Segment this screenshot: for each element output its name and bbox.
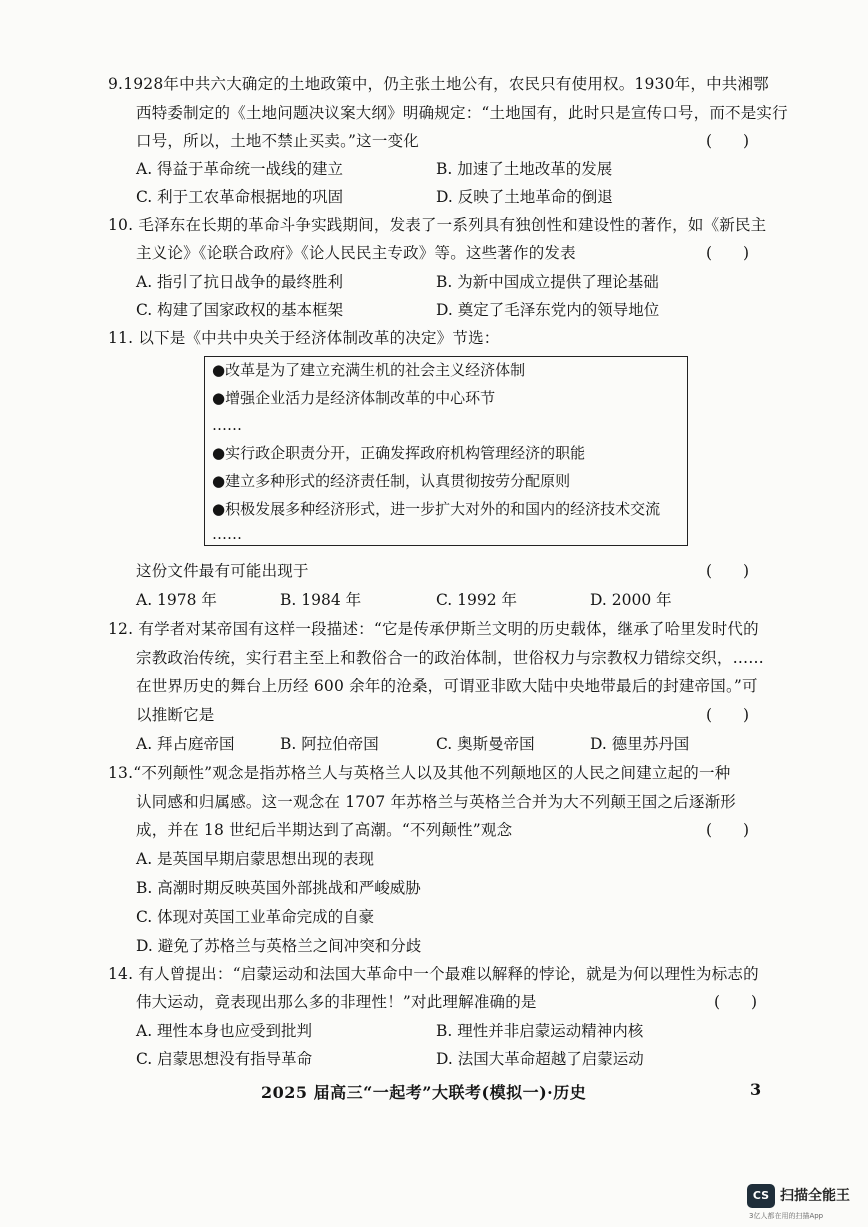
- question-12-line-1: 12. 有学者对某帝国有这样一段描述：“它是传承伊斯兰文明的历史载体，继承了哈里发时代的: [108, 620, 759, 638]
- question-11-stem: 这份文件最有可能出现于: [136, 562, 309, 580]
- excerpt-line-5: ●积极发展多种经济形式，进一步扩大对外的和国内的经济技术交流: [212, 500, 661, 518]
- watermark-tagline: 3亿人都在用的扫描App: [749, 1212, 824, 1220]
- exam-footer-title: 2025 届高三“一起考”大联考(模拟一)·历史: [261, 1083, 587, 1102]
- question-10-line-2: 主义论》《论联合政府》《论人民民主专政》等。这些著作的发表: [136, 244, 576, 262]
- question-11-intro: 11. 以下是《中共中央关于经济体制改革的决定》节选：: [108, 329, 500, 347]
- option-b: B. 阿拉伯帝国: [280, 735, 379, 753]
- question-12-line-3: 在世界历史的舞台上历经 600 余年的沧桑，可谓亚非欧大陆中央地带最后的封建帝国。”可: [136, 677, 758, 695]
- question-12-line-4: 以推断它是: [136, 706, 215, 724]
- option-c: C. 启蒙思想没有指导革命: [136, 1050, 313, 1068]
- question-12-line-2: 宗教政治传统，实行君主至上和教俗合一的政治体制，世俗权力与宗教权力错综交织，……: [136, 649, 765, 667]
- camscanner-logo-icon: CS: [747, 1184, 775, 1208]
- option-d: D. 避免了苏格兰与英格兰之间冲突和分歧: [136, 937, 422, 955]
- option-b: B. 加速了土地改革的发展: [436, 160, 613, 178]
- question-13-line-2: 认同感和归属感。这一观念在 1707 年苏格兰与英格兰合并为大不列颠王国之后逐渐形: [136, 793, 737, 811]
- option-a: A. 得益于革命统一战线的建立: [136, 160, 344, 178]
- excerpt-line-3: ●实行政企职责分开，正确发挥政府机构管理经济的职能: [212, 444, 586, 462]
- question-14-line-2: 伟大运动，竟表现出那么多的非理性！”对此理解准确的是: [136, 993, 537, 1011]
- scanner-watermark: [747, 1180, 857, 1224]
- watermark-app-name: 扫描全能王: [780, 1188, 850, 1204]
- option-a: A. 拜占庭帝国: [136, 735, 235, 753]
- option-a: A. 指引了抗日战争的最终胜利: [136, 273, 344, 291]
- option-b: B. 高潮时期反映英国外部挑战和严峻威胁: [136, 879, 421, 897]
- option-c: C. 体现对英国工业革命完成的自豪: [136, 908, 375, 926]
- option-b: B. 1984 年: [280, 591, 362, 609]
- option-a: A. 是英国早期启蒙思想出现的表现: [136, 850, 375, 868]
- option-d: D. 2000 年: [590, 591, 672, 609]
- question-9-line-3: 口号，所以，土地不禁止买卖。”这一变化: [136, 132, 419, 150]
- answer-bracket: ( ): [706, 562, 750, 580]
- excerpt-ellipsis-2: ……: [212, 525, 242, 543]
- answer-bracket: ( ): [706, 132, 750, 150]
- answer-bracket: ( ): [706, 821, 750, 839]
- question-14-line-1: 14. 有人曾提出：“启蒙运动和法国大革命中一个最难以解释的悖论，就是为何以理性为标志的: [108, 965, 759, 983]
- answer-bracket: ( ): [706, 244, 750, 262]
- option-d: D. 法国大革命超越了启蒙运动: [436, 1050, 644, 1068]
- excerpt-ellipsis-1: ……: [212, 416, 242, 434]
- option-a: A. 理性本身也应受到批判: [136, 1022, 313, 1040]
- excerpt-line-1: ●改革是为了建立充满生机的社会主义经济体制: [212, 361, 526, 379]
- question-9-line-2: 西特委制定的《土地问题决议案大纲》明确规定：“土地国有，此时只是宣传口号，而不是实行: [136, 104, 788, 122]
- excerpt-line-4: ●建立多种形式的经济责任制，认真贯彻按劳分配原则: [212, 472, 571, 490]
- question-13-line-1: 13.“不列颠性”观念是指苏格兰人与英格兰人以及其他不列颠地区的人民之间建立起的一种: [108, 764, 731, 782]
- answer-bracket: ( ): [706, 706, 750, 724]
- option-a: A. 1978 年: [136, 591, 217, 609]
- option-d: D. 奠定了毛泽东党内的领导地位: [436, 301, 660, 319]
- question-9-line-1: 9.1928年中共六大确定的土地政策中，仍主张土地公有，农民只有使用权。1930年，中共湘鄂: [108, 75, 769, 93]
- option-c: C. 1992 年: [436, 591, 518, 609]
- option-d: D. 德里苏丹国: [590, 735, 690, 753]
- page-number: 3: [750, 1080, 762, 1099]
- option-b: B. 为新中国成立提供了理论基础: [436, 273, 659, 291]
- option-c: C. 构建了国家政权的基本框架: [136, 301, 344, 319]
- excerpt-line-2: ●增强企业活力是经济体制改革的中心环节: [212, 389, 496, 407]
- option-d: D. 反映了土地革命的倒退: [436, 188, 613, 206]
- question-10-line-1: 10. 毛泽东在长期的革命斗争实践期间，发表了一系列具有独创性和建设性的著作，如《新民主: [108, 216, 767, 234]
- option-c: C. 利于工农革命根据地的巩固: [136, 188, 344, 206]
- answer-bracket: ( ): [714, 993, 758, 1011]
- question-13-line-3: 成，并在 18 世纪后半期达到了高潮。“不列颠性”观念: [136, 821, 513, 839]
- option-b: B. 理性并非启蒙运动精神内核: [436, 1022, 644, 1040]
- option-c: C. 奥斯曼帝国: [436, 735, 535, 753]
